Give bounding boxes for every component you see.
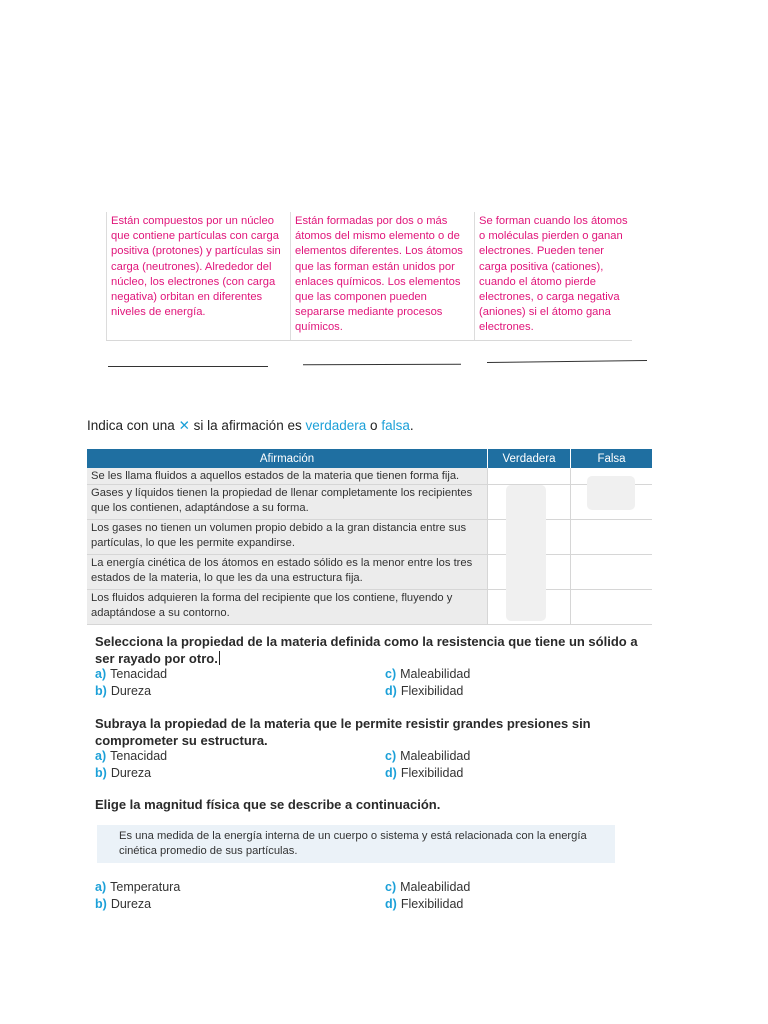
option-letter: d) bbox=[385, 765, 397, 780]
options-right bbox=[385, 666, 470, 699]
true-word: verdadera bbox=[305, 418, 367, 433]
definition-atoms: Están compuestos por un núcleo que contiene partículas con carga positiva (protones) y partículas sin carga (neutrones). Alrededor del núcleo, los electrones (con carga negativa) orbitan en diferentes niveles de energía. bbox=[106, 212, 290, 340]
option-label: Dureza bbox=[110, 765, 152, 780]
option-letter: a) bbox=[95, 880, 107, 894]
option-c[interactable] bbox=[385, 879, 470, 896]
option-letter: b) bbox=[95, 683, 107, 698]
answer-line-3[interactable] bbox=[487, 360, 647, 363]
x-mark-icon: ✕ bbox=[178, 418, 190, 433]
question-2: Subraya la propiedad de la materia que le permite resistir grandes presiones sin comprometer su estructura. bbox=[95, 716, 591, 748]
option-letter: c) bbox=[385, 667, 397, 681]
text-cursor bbox=[219, 651, 220, 665]
true-checkbox-cell[interactable] bbox=[487, 468, 570, 484]
options-left bbox=[95, 748, 167, 781]
option-letter: d) bbox=[385, 896, 397, 911]
false-checkbox-cell[interactable] bbox=[570, 555, 652, 589]
options-left bbox=[95, 666, 167, 699]
table-row bbox=[87, 468, 652, 485]
option-letter: b) bbox=[95, 765, 107, 780]
table-row bbox=[87, 485, 652, 520]
option-c[interactable] bbox=[385, 748, 470, 765]
options-left bbox=[95, 879, 180, 912]
statement-cell: La energía cinética de los átomos en estado sólido es la menor entre los tres estados de la materia, lo que les da una estructura fija. bbox=[87, 555, 487, 589]
question-3: Elige la magnitud física que se describe a continuación. bbox=[95, 797, 441, 812]
option-label: Maleabilidad bbox=[400, 749, 471, 763]
option-a[interactable] bbox=[95, 748, 167, 765]
question-1 bbox=[95, 633, 655, 667]
option-letter: b) bbox=[95, 896, 107, 911]
option-label: Temperatura bbox=[110, 880, 181, 894]
option-d[interactable] bbox=[385, 765, 470, 782]
statement-cell: Los gases no tienen un volumen propio debido a la gran distancia entre sus partículas, lo que les permite expandirse. bbox=[87, 520, 487, 554]
option-letter: a) bbox=[95, 749, 107, 763]
tf-instruction bbox=[87, 418, 414, 434]
table-row bbox=[87, 555, 652, 590]
table-row bbox=[87, 590, 652, 625]
faint-mark bbox=[506, 485, 546, 621]
instruction-text: o bbox=[370, 418, 378, 433]
option-letter: c) bbox=[385, 749, 397, 763]
header-false: Falsa bbox=[570, 449, 652, 468]
option-a[interactable] bbox=[95, 879, 180, 896]
description-box: Es una medida de la energía interna de un cuerpo o sistema y está relacionada con la energía cinética promedio de sus partículas. bbox=[97, 825, 615, 863]
definition-ions: Se forman cuando los átomos o moléculas pierden o ganan electrones. Pueden tener carga positiva (cationes), cuando el átomo pierde electrones, o carga negativa (aniones) si el átomo gana electrones. bbox=[474, 212, 632, 340]
instruction-text: si la afirmación es bbox=[193, 418, 302, 433]
option-letter: d) bbox=[385, 683, 397, 698]
option-label: Flexibilidad bbox=[400, 896, 464, 911]
header-statement: Afirmación bbox=[259, 452, 315, 465]
false-checkbox-cell[interactable] bbox=[570, 520, 652, 554]
definition-molecules: Están formadas por dos o más átomos del mismo elemento o de elementos diferentes. Los átomos que las forman están unidos por enlaces químicos. Los elementos que las componen pueden separarse mediante procesos químicos. bbox=[290, 212, 474, 340]
option-label: Dureza bbox=[110, 896, 152, 911]
table-row bbox=[87, 520, 652, 555]
statement-cell: Gases y líquidos tienen la propiedad de llenar completamente los recipientes que los contienen, adaptándose a su forma. bbox=[87, 485, 487, 519]
option-b[interactable] bbox=[95, 683, 167, 700]
option-label: Flexibilidad bbox=[400, 683, 464, 698]
false-word: falsa bbox=[381, 418, 410, 433]
instruction-text: . bbox=[409, 418, 414, 433]
option-d[interactable] bbox=[385, 896, 470, 913]
options-right bbox=[385, 748, 470, 781]
option-a[interactable] bbox=[95, 666, 167, 683]
option-label: Flexibilidad bbox=[400, 765, 464, 780]
option-label: Tenacidad bbox=[110, 667, 168, 681]
statement-cell: Los fluidos adquieren la forma del recipiente que los contiene, fluyendo y adaptándose a su contorno. bbox=[87, 590, 487, 624]
option-b[interactable] bbox=[95, 896, 180, 913]
option-d[interactable] bbox=[385, 683, 470, 700]
option-label: Dureza bbox=[110, 683, 152, 698]
definitions-table bbox=[106, 212, 632, 341]
table-header bbox=[87, 449, 652, 468]
header-true: Verdadera bbox=[487, 449, 570, 468]
faint-mark bbox=[587, 476, 635, 510]
option-b[interactable] bbox=[95, 765, 167, 782]
option-label: Maleabilidad bbox=[400, 880, 471, 894]
option-label: Maleabilidad bbox=[400, 667, 471, 681]
options-right bbox=[385, 879, 470, 912]
option-letter: a) bbox=[95, 667, 107, 681]
option-label: Tenacidad bbox=[110, 749, 168, 763]
false-checkbox-cell[interactable] bbox=[570, 590, 652, 624]
true-false-table bbox=[87, 449, 652, 625]
statement-cell: Se les llama fluidos a aquellos estados de la materia que tienen forma fija. bbox=[87, 468, 487, 484]
option-c[interactable] bbox=[385, 666, 470, 683]
instruction-text: Indica con una bbox=[87, 418, 175, 433]
question-text: Selecciona la propiedad de la materia definida como la resistencia que tiene un sólido a ser rayado por otro. bbox=[95, 634, 638, 666]
option-letter: c) bbox=[385, 880, 397, 894]
answer-line-1[interactable] bbox=[108, 366, 268, 367]
answer-line-2[interactable] bbox=[303, 364, 461, 366]
